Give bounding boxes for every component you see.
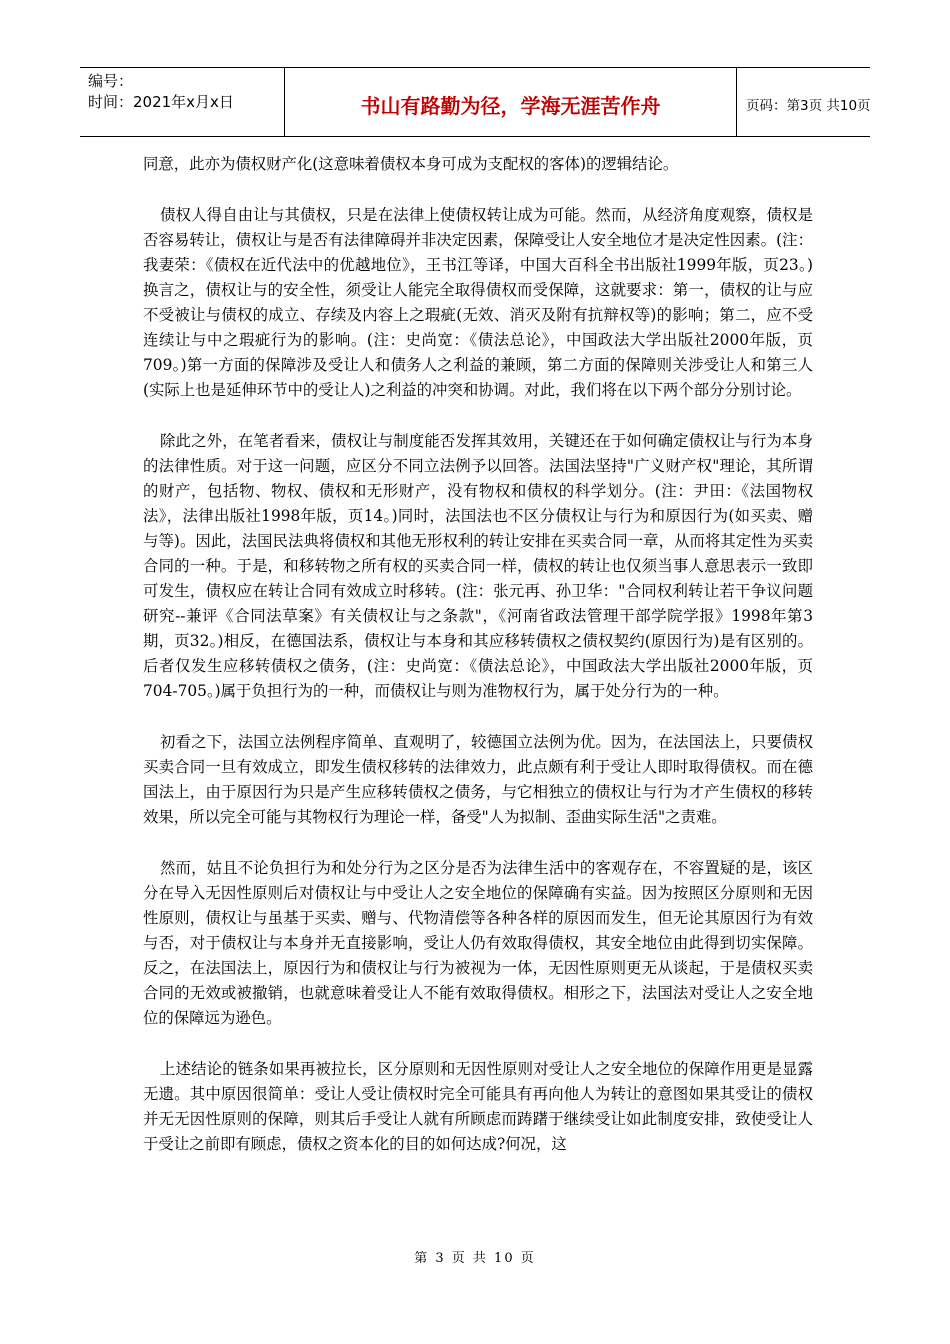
paragraph: 除此之外，在笔者看来，债权让与制度能否发挥其效用，关键还在于如何确定债权让与行为本身的法律性质。对于这一问题，应区分不同立法例予以回答。法国法坚持"广义财产权"理论，其所谓的财产，包括物、物权、债权和无形财产，没有物权和债权的科学划分。(注：尹田：《法国物权法》，法律出版社1998年版，页14。)同时，法国法也不区分债权让与行为和原因行为(如买卖、赠与等)。因此，法国民法典将债权和其他无形权利的转让安排在买卖合同一章，从而将其定性为买卖合同的一种。于是，和移转物之所有权的买卖合同一样，债权的转让也仅须当事人意思表示一致即可发生，债权应在转让合同有效成立时移转。(注：张元再、孙卫华："合同权利转让若干争议问题研究--兼评《合同法草案》有关债权让与之条款"，《河南省政法管理干部学院学报》1998年第3期，页32。)相反，在德国法系，债权让与本身和其应移转债权之债权契约(原因行为)是有区别的。后者仅发生应移转债权之债务，(注：史尚宽：《债法总论》，中国政法大学出版社2000年版，页704-705。)属于负担行为的一种，而债权让与则为准物权行为，属于处分行为的一种。 <box>143 432 813 700</box>
header-motto-cell <box>285 68 737 136</box>
motto-text: 书山有路勤为径，学海无涯苦作舟 <box>360 93 661 118</box>
header-page-cell <box>737 68 870 136</box>
paragraph: 初看之下，法国立法例程序简单、直观明了，较德国立法例为优。因为，在法国法上，只要债权买卖合同一旦有效成立，即发生债权移转的法律效力，此点颇有利于受让人即时取得债权。而在德国法上，由于原因行为只是产生应移转债权之债务，与它相独立的债权让与行为才产生债权的移转效果，所以完全可能与其物权行为理论一样，备受"人为拟制、歪曲实际生活"之责难。 <box>143 733 813 826</box>
paragraph: 债权人得自由让与其债权，只是在法律上使债权转让成为可能。然而，从经济角度观察，债权是否容易转让，债权让与是否有法律障碍并非决定因素，保障受让人安全地位才是决定性因素。(注：我妻荣：《债权在近代法中的优越地位》，王书江等译，中国大百科全书出版社1999年版，页23。)换言之，债权让与的安全性，须受让人能完全取得债权而受保障，这就要求：第一，债权的让与应不受被让与债权的成立、存续及内容上之瑕疵(无效、消灭及附有抗辩权等)的影响；第二，应不受连续让与中之瑕疵行为的影响。(注：史尚宽：《债法总论》，中国政法大学出版社2000年版，页709。)第一方面的保障涉及受让人和债务人之利益的兼顾，第二方面的保障则关涉受让人和第三人(实际上也是延伸环节中的受让人)之利益的冲突和协调。对此，我们将在以下两个部分分别讨论。 <box>143 206 813 399</box>
number-label: 编号： <box>88 72 134 90</box>
paragraph: 然而，姑且不论负担行为和处分行为之区分是否为法律生活中的客观存在，不容置疑的是，该区分在导入无因性原则后对债权让与中受让人之安全地位的保障确有实益。因为按照区分原则和无因性原则，债权让与虽基于买卖、赠与、代物清偿等各种各样的原因而发生，但无论其原因行为有效与否，对于债权让与本身并无直接影响，受让人仍有效取得债权，其安全地位由此得到切实保障。反之，在法国法上，原因行为和债权让与行为被视为一体，无因性原则更无从谈起，于是债权买卖合同的无效或被撤销，也就意味着受让人不能有效取得债权。相形之下，法国法对受让人之安全地位的保障远为逊色。 <box>143 859 813 1027</box>
paragraph: 上述结论的链条如果再被拉长，区分原则和无因性原则对受让人之安全地位的保障作用更是显露无遗。其中原因很简单：受让人受让债权时完全可能具有再向他人为转让的意图如果其受让的债权并无无因性原则的保障，则其后手受让人就有所顾虑而踌躇于继续受让如此制度安排，致使受让人于受让之前即有顾虑，债权之资本化的目的如何达成?何况，这 <box>143 1060 813 1153</box>
date-line: 时间：2021年x月x日 <box>88 93 234 111</box>
paragraph-continuation: 同意，此亦为债权财产化(这意味着债权本身可成为支配权的客体)的逻辑结论。 <box>143 155 679 173</box>
page-footer: 第 3 页 共 10 页 <box>414 1251 536 1266</box>
header-meta-cell <box>80 68 285 136</box>
page-info: 页码：第3页 共10页 <box>746 98 871 114</box>
document-header <box>80 67 870 137</box>
document-body <box>143 152 813 1183</box>
